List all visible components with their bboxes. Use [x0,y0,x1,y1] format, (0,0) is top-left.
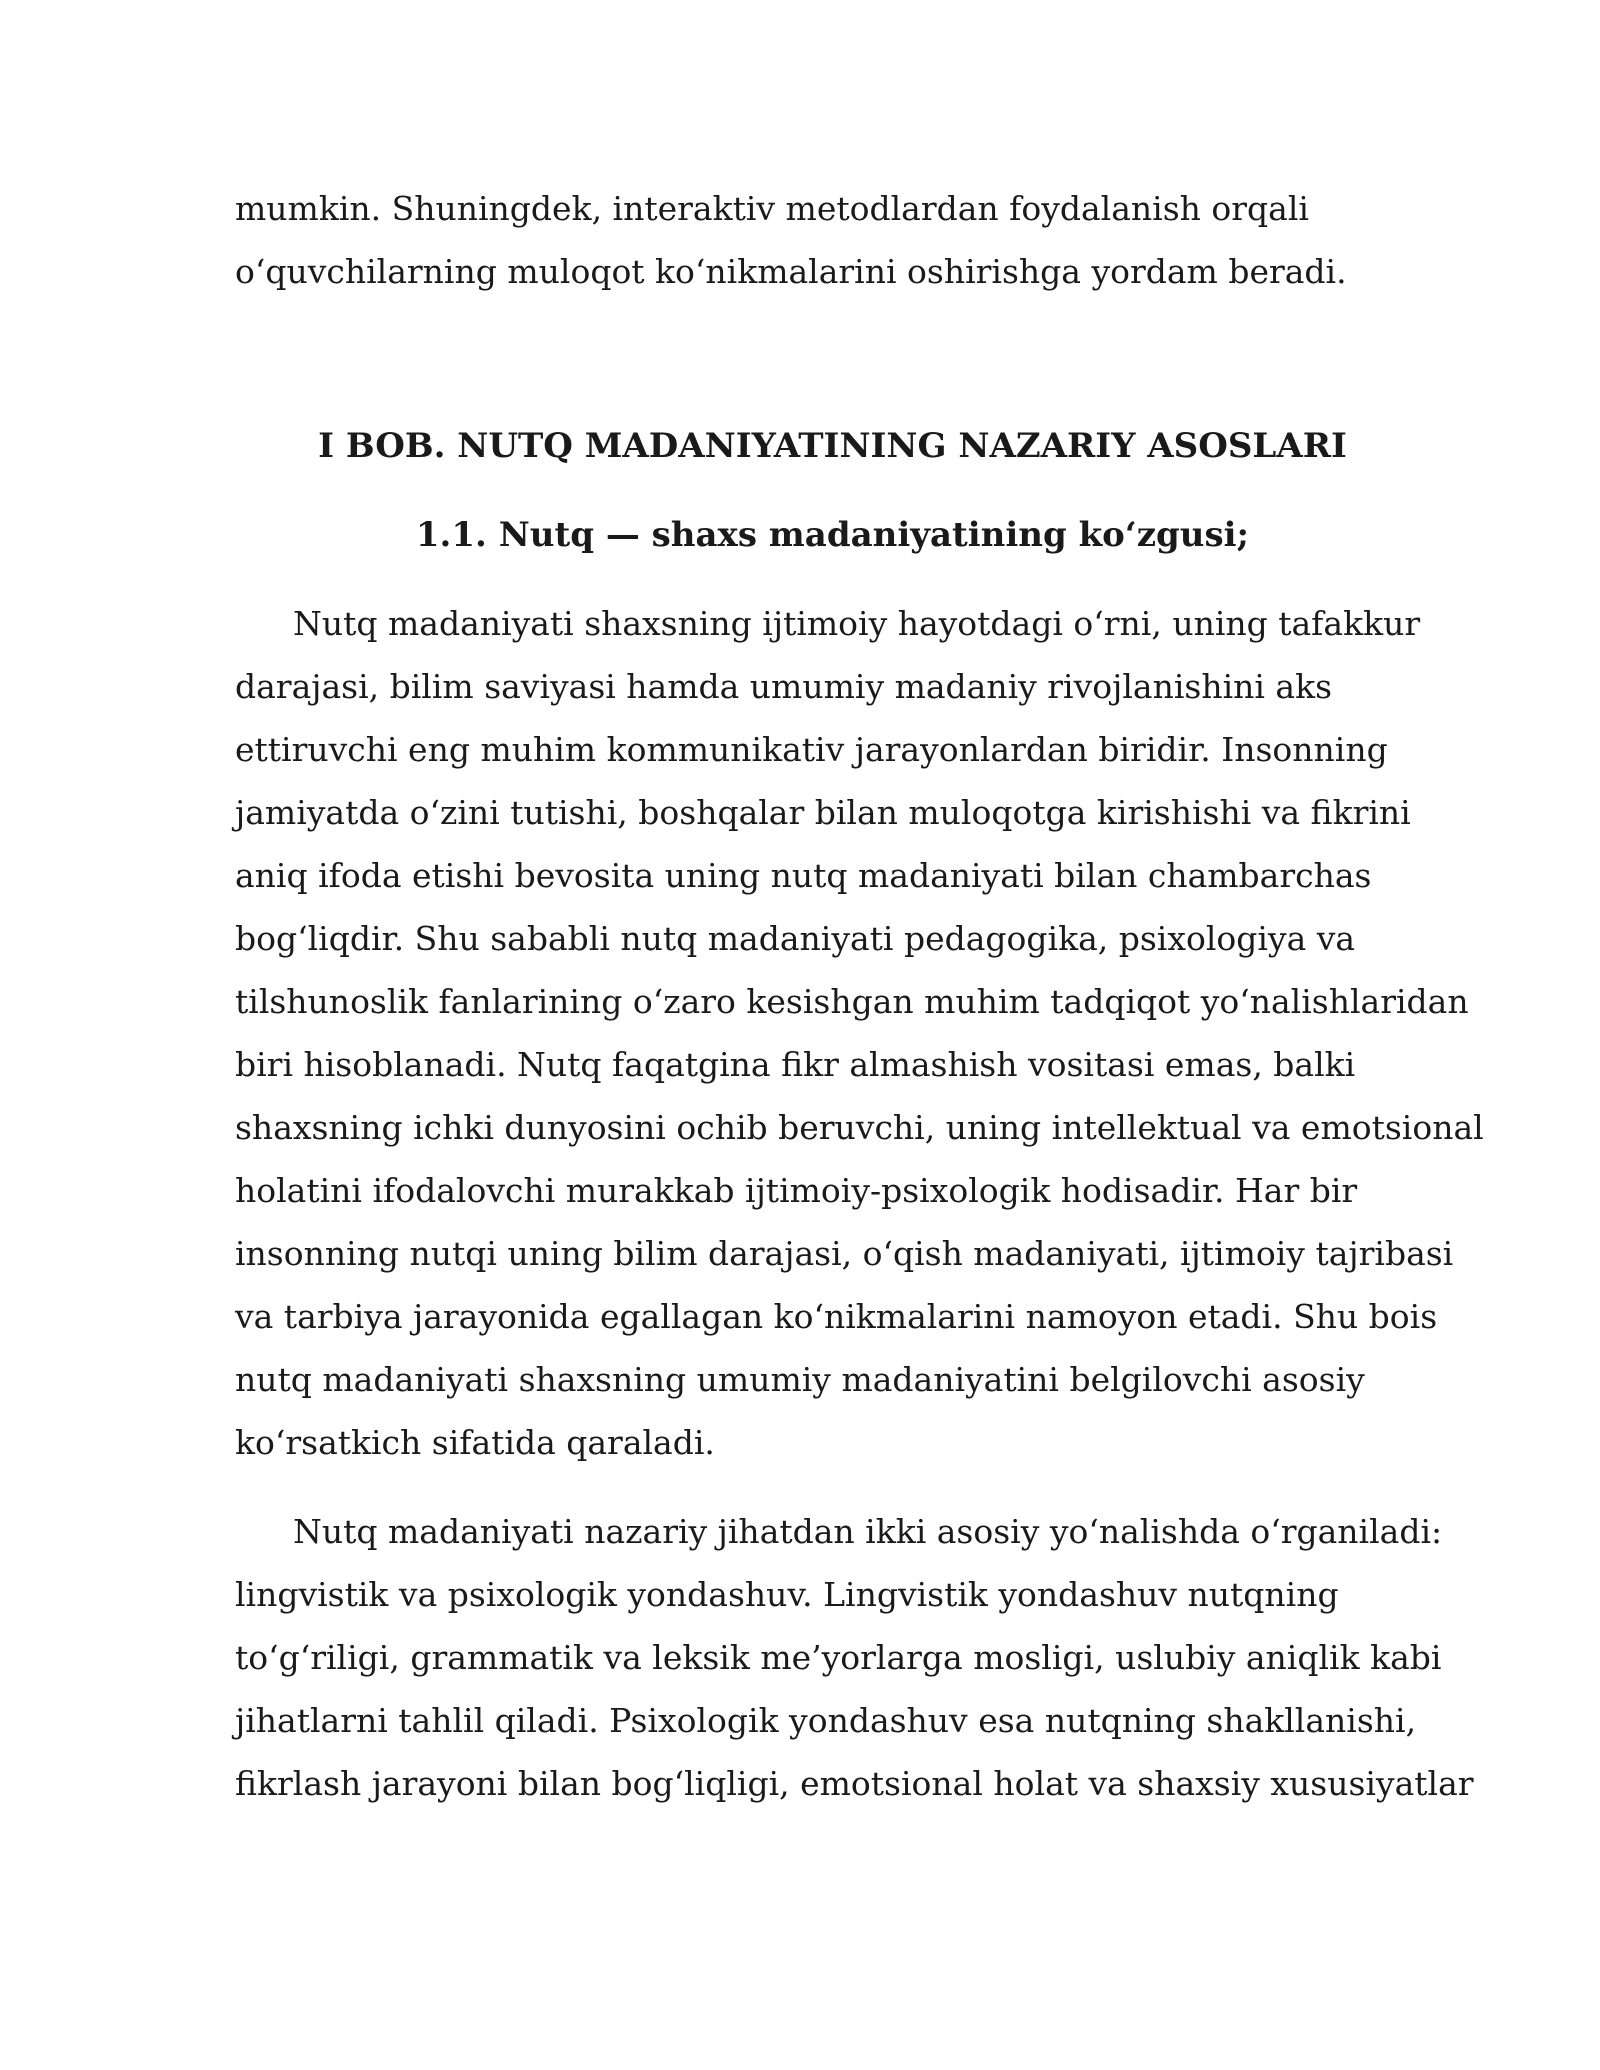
intro-line: o‘quvchilarning muloqot ko‘nikmalarini oshirishga yordam beradi. [235,252,1347,291]
paragraph-line: ettiruvchi eng muhim kommunikativ jarayonlardan biridir. Insonning [235,730,1388,769]
section-title: 1.1. Nutq — shaxs madaniyatining ko‘zgusi; [415,515,1250,555]
paragraph-line: lingvistik va psixologik yondashuv. Lingvistik yondashuv nutqning [235,1575,1339,1614]
paragraph-line: to‘g‘riligi, grammatik va leksik me’yorlarga mosligi, uslubiy aniqlik kabi [235,1638,1442,1677]
chapter-title: I BOB. NUTQ MADANIYATINING NAZARIY ASOSLARI [318,426,1347,466]
paragraph-line: jihatlarni tahlil qiladi. Psixologik yondashuv esa nutqning shakllanishi, [235,1701,1417,1740]
paragraph-line: tilshunoslik fanlarining o‘zaro kesishgan muhim tadqiqot yo‘nalishlaridan [235,982,1469,1021]
intro-line: mumkin. Shuningdek, interaktiv metodlardan foydalanish orqali [235,189,1309,228]
paragraph-line: nutq madaniyati shaxsning umumiy madaniyatini belgilovchi asosiy [235,1360,1365,1399]
paragraph-line: va tarbiya jarayonida egallagan ko‘nikmalarini namoyon etadi. Shu bois [235,1297,1438,1336]
paragraph-line: holatini ifodalovchi murakkab ijtimoiy-psixologik hodisadir. Har bir [235,1171,1358,1210]
paragraph-line: Nutq madaniyati shaxsning ijtimoiy hayotdagi o‘rni, uning tafakkur [293,604,1421,643]
paragraph-line: insonning nutqi uning bilim darajasi, o‘qish madaniyati, ijtimoiy tajribasi [235,1234,1454,1273]
paragraph-line: bog‘liqdir. Shu sababli nutq madaniyati pedagogika, psixologiya va [235,919,1356,958]
paragraph-line: ko‘rsatkich sifatida qaraladi. [235,1423,715,1462]
paragraph-line: jamiyatda o‘zini tutishi, boshqalar bilan muloqotga kirishishi va fikrini [235,793,1411,832]
paragraph-line: biri hisoblanadi. Nutq faqatgina fikr almashish vositasi emas, balki [235,1045,1356,1084]
paragraph-line: shaxsning ichki dunyosini ochib beruvchi, uning intellektual va emotsional [235,1108,1484,1147]
paragraph-line: fikrlash jarayoni bilan bog‘liqligi, emotsional holat va shaxsiy xususiyatlar [235,1764,1474,1803]
paragraph-line: Nutq madaniyati nazariy jihatdan ikki asosiy yo‘nalishda o‘rganiladi: [293,1512,1443,1551]
paragraph-line: aniq ifoda etishi bevosita uning nutq madaniyati bilan chambarchas [235,856,1372,895]
paragraph-line: darajasi, bilim saviyasi hamda umumiy madaniy rivojlanishini aks [235,667,1333,706]
